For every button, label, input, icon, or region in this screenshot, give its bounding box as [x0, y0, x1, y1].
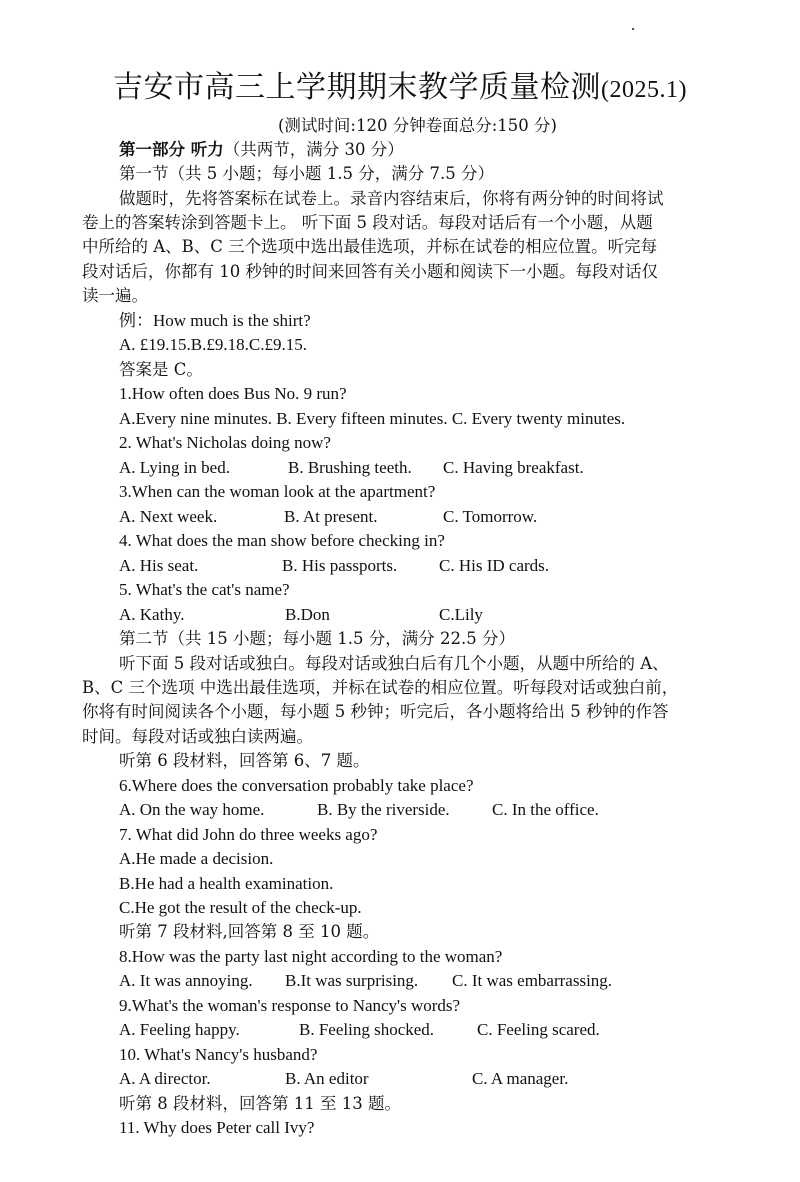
option-c: C. Having breakfast.	[443, 458, 584, 477]
option-b: B.Don	[285, 605, 330, 624]
question-3: 3.When can the woman look at the apartment?	[119, 482, 436, 501]
option-c: C.He got the result of the check-up.	[119, 898, 362, 917]
instructions-line: 卷上的答案转涂到答题卡上。 听下面 5 段对话。每段对话后有一个小题，从题	[82, 213, 653, 232]
option-a: A.He made a decision.	[119, 849, 274, 868]
example-options: A. £19.15.B.£9.18.C.£9.15.	[119, 335, 307, 354]
part1-heading-bold: 第一部分 听力	[119, 140, 224, 159]
instructions2-line: 听下面 5 段对话或独白。每段对话或独白后有几个小题，从题中所给的 A、	[119, 654, 669, 673]
instructions2-line: 时间。每段对话或独白读两遍。	[82, 727, 313, 746]
question-9: 9.What's the woman's response to Nancy's words?	[119, 996, 461, 1015]
question-1-options: A.Every nine minutes. B. Every fifteen minutes. C. Every twenty minutes.	[119, 409, 626, 428]
option-a: A. It was annoying.	[119, 971, 253, 990]
title-text: 吉安市高三上学期期末教学质量检测	[113, 70, 601, 105]
option-a: A. Feeling happy.	[119, 1020, 240, 1039]
option-b: B.He had a health examination.	[119, 874, 334, 893]
question-10: 10. What's Nancy's husband?	[119, 1045, 318, 1064]
option-c: C. A manager.	[472, 1069, 569, 1088]
option-b: B.It was surprising.	[285, 971, 419, 990]
option-b: B. Brushing teeth.	[288, 458, 412, 477]
material-7-heading: 听第 7 段材料,回答第 8 至 10 题。	[119, 922, 380, 941]
question-7: 7. What did John do three weeks ago?	[119, 825, 378, 844]
question-5: 5. What's the cat's name?	[119, 580, 290, 599]
section1-heading: 第一节（共 5 小题；每小题 1.5 分，满分 7.5 分）	[119, 164, 494, 183]
question-2: 2. What's Nicholas doing now?	[119, 433, 331, 452]
part1-heading	[119, 139, 404, 161]
option-b: B. His passports.	[282, 556, 398, 575]
option-b: B. By the riverside.	[317, 800, 450, 819]
option-c: C. In the office.	[492, 800, 599, 819]
option-a: A. A director.	[119, 1069, 211, 1088]
instructions-line: 做题时，先将答案标在试卷上。录音内容结束后，你将有两分钟的时间将试	[119, 189, 664, 208]
option-c: C.Lily	[439, 605, 483, 624]
example-answer: 答案是 C。	[119, 360, 203, 379]
instructions2-line: 你将有时间阅读各个小题，每小题 5 秒钟；听完后，各小题将给出 5 秒钟的作答	[82, 702, 669, 721]
exam-subtitle: (测试时间:120 分钟卷面总分:150 分)	[278, 116, 557, 135]
material-8-heading: 听第 8 段材料，回答第 11 至 13 题。	[119, 1094, 401, 1113]
instructions-line: 读一遍。	[82, 286, 148, 305]
question-6: 6.Where does the conversation probably take place?	[119, 776, 474, 795]
question-4: 4. What does the man show before checking in?	[119, 531, 445, 550]
option-c: C. It was embarrassing.	[452, 971, 613, 990]
page-title	[0, 68, 800, 110]
option-c: C. Tomorrow.	[443, 507, 538, 526]
instructions-line: 段对话后，你都有 10 秒钟的时间来回答有关小题和阅读下一小题。每段对话仅	[82, 262, 658, 281]
question-1: 1.How often does Bus No. 9 run?	[119, 384, 347, 403]
option-b: B. Feeling shocked.	[299, 1020, 435, 1039]
title-year: (2025.1)	[601, 77, 687, 103]
part1-heading-rest: （共两节，满分 30 分）	[223, 140, 404, 159]
material-6-heading: 听第 6 段材料，回答第 6、7 题。	[119, 751, 370, 770]
option-c: C. Feeling scared.	[477, 1020, 600, 1039]
instructions2-line: B、C 三个选项 中选出最佳选项，并标在试卷的相应位置。听每段对话或独白前，	[82, 678, 679, 697]
instructions-line: 中所给的 A、B、C 三个选项中选出最佳选项，并标在试卷的相应位置。听完每	[82, 237, 658, 256]
option-a: A. Next week.	[119, 507, 218, 526]
option-a: A. Lying in bed.	[119, 458, 230, 477]
question-8: 8.How was the party last night according to the woman?	[119, 947, 503, 966]
option-a: A. On the way home.	[119, 800, 265, 819]
option-b: B. At present.	[284, 507, 378, 526]
section2-heading: 第二节（共 15 小题；每小题 1.5 分，满分 22.5 分）	[119, 629, 515, 648]
scan-speck	[632, 28, 634, 30]
option-b: B. An editor	[285, 1069, 369, 1088]
option-a: A. Kathy.	[119, 605, 185, 624]
example-question: 例：How much is the shirt?	[119, 311, 311, 330]
option-c: C. His ID cards.	[439, 556, 550, 575]
question-11: 11. Why does Peter call Ivy?	[119, 1118, 315, 1137]
option-a: A. His seat.	[119, 556, 199, 575]
